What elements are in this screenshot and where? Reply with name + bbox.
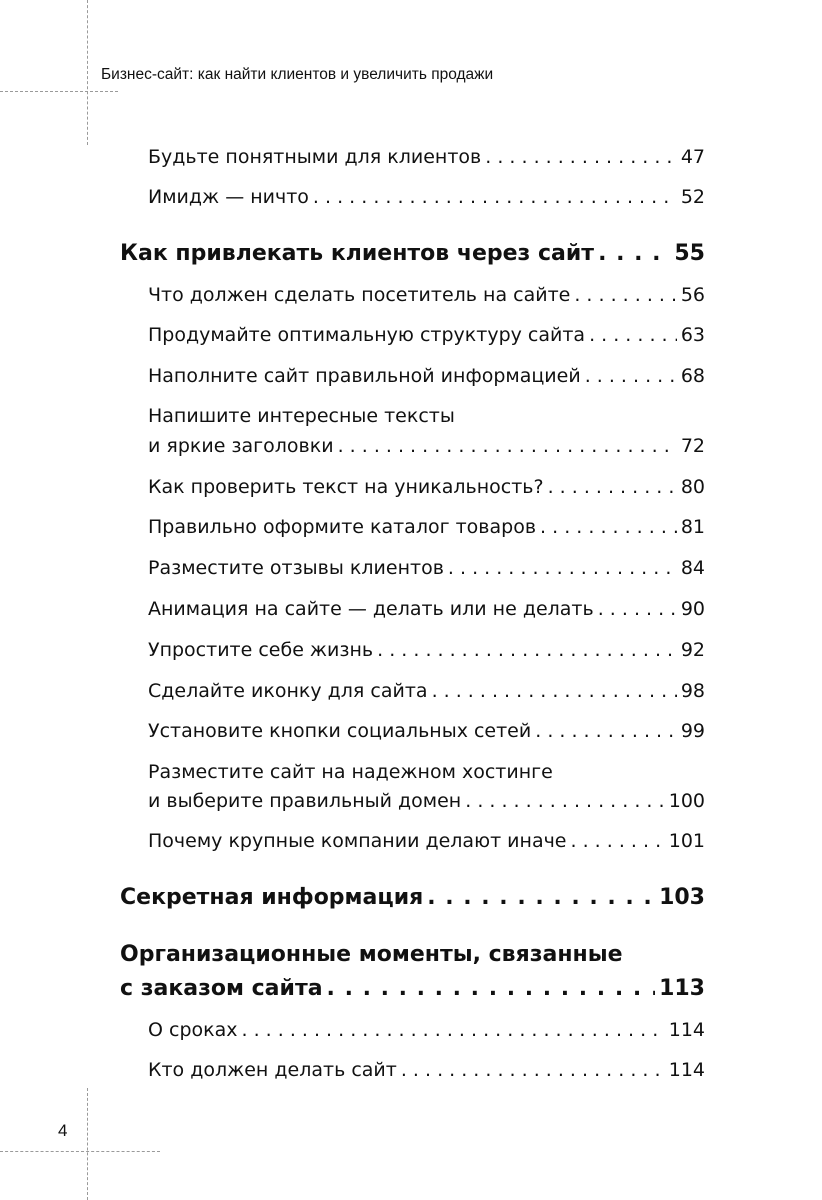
toc-section-page: 55 — [674, 241, 705, 266]
dot-leader — [427, 885, 655, 910]
toc-entry[interactable] — [148, 790, 705, 812]
toc-entry-page: 68 — [680, 365, 705, 387]
toc-entry-page: 92 — [680, 639, 705, 661]
toc-entry-page: 84 — [680, 557, 705, 579]
toc-entry-page: 72 — [680, 435, 705, 457]
toc-entry-page: 63 — [680, 324, 705, 346]
toc-section-title: Как привлекать клиентов через сайт — [120, 241, 595, 266]
toc-entry-title: Будьте понятными для клиентов — [148, 146, 482, 168]
dot-leader — [548, 476, 677, 498]
dot-leader — [338, 435, 677, 457]
crop-mark-bottom-horizontal — [0, 1151, 160, 1152]
dot-leader — [401, 1059, 665, 1081]
toc-entry[interactable] — [148, 186, 705, 208]
toc-entry[interactable] — [148, 146, 705, 168]
toc-entry-title: Почему крупные компании делают иначе — [148, 830, 567, 852]
toc-entry-page: 90 — [680, 598, 705, 620]
toc-entry[interactable] — [148, 1019, 705, 1041]
toc-entry-page: 98 — [680, 680, 705, 702]
toc-entry-title: Кто должен делать сайт — [148, 1059, 397, 1081]
toc-entry-page: 56 — [680, 284, 705, 306]
toc-entry-title: Что должен сделать посетитель на сайте — [148, 284, 571, 306]
dot-leader — [585, 365, 677, 387]
dot-leader — [377, 639, 677, 661]
toc-entry[interactable] — [148, 476, 705, 498]
toc-entry[interactable] — [148, 365, 705, 387]
dot-leader — [432, 680, 677, 702]
toc-entry-page: 80 — [680, 476, 705, 498]
toc-entry-title: Разместите отзывы клиентов — [148, 557, 444, 579]
dot-leader — [571, 830, 665, 852]
toc-entry[interactable] — [148, 516, 705, 538]
toc-entry-title: Наполните сайт правильной информацией — [148, 365, 581, 387]
toc-entry-title: Продумайте оптимальную структуру сайта — [148, 324, 586, 346]
toc-entry-title: и выберите правильный домен — [148, 790, 462, 812]
toc-entry-title: Анимация на сайте — делать или не делать — [148, 598, 594, 620]
toc-entry-page: 52 — [680, 186, 705, 208]
toc-entry-title: Имидж — ничто — [148, 186, 309, 208]
crop-mark-top-horizontal — [0, 91, 118, 92]
toc-section[interactable] — [120, 976, 705, 1001]
dot-leader — [242, 1019, 665, 1041]
page-number: 4 — [58, 1121, 68, 1140]
toc-entry-page: 81 — [680, 516, 705, 538]
toc-entry-title-line1: Разместите сайт на надежном хостинге — [148, 761, 553, 783]
toc-entry[interactable] — [148, 830, 705, 852]
toc-entry-page: 100 — [668, 790, 705, 812]
toc-entry-title: Упростите себе жизнь — [148, 639, 374, 661]
toc-entry-title: Установите кнопки социальных сетей — [148, 720, 532, 742]
crop-mark-top-vertical — [87, 0, 88, 145]
toc-entry-title: Правильно оформите каталог товаров — [148, 516, 537, 538]
dot-leader — [574, 284, 676, 306]
toc-section-title-line1: Организационные моменты, связанные — [120, 942, 623, 967]
toc-entry[interactable] — [148, 435, 705, 457]
toc-section-page: 113 — [659, 976, 705, 1001]
toc-entry-title-line1: Напишите интересные тексты — [148, 405, 455, 427]
toc-entry[interactable] — [148, 1059, 705, 1081]
dot-leader — [598, 598, 677, 620]
toc-section-page: 103 — [659, 885, 705, 910]
toc-entry-title: Как проверить текст на уникальность? — [148, 476, 544, 498]
toc-section[interactable] — [120, 241, 705, 266]
toc-entry[interactable] — [148, 284, 705, 306]
toc-entry[interactable] — [148, 639, 705, 661]
toc-entry-page: 47 — [680, 146, 705, 168]
toc-entry-page: 114 — [668, 1019, 705, 1041]
toc-entry[interactable] — [148, 720, 705, 742]
toc-entry-page: 114 — [668, 1059, 705, 1081]
toc-section[interactable] — [120, 885, 705, 910]
dot-leader — [598, 241, 670, 266]
dot-leader — [327, 976, 656, 1001]
toc-entry-page: 99 — [680, 720, 705, 742]
dot-leader — [448, 557, 677, 579]
toc-entry[interactable] — [148, 557, 705, 579]
dot-leader — [589, 324, 677, 346]
dot-leader — [465, 790, 665, 812]
toc-entry-title: О сроках — [148, 1019, 238, 1041]
toc-entry[interactable] — [148, 324, 705, 346]
toc-entry[interactable] — [148, 680, 705, 702]
toc-section-title: Секретная информация — [120, 885, 424, 910]
dot-leader — [540, 516, 677, 538]
crop-mark-bottom-vertical — [87, 1088, 88, 1200]
dot-leader — [313, 186, 677, 208]
toc-entry-page: 101 — [668, 830, 705, 852]
running-head: Бизнес-сайт: как найти клиентов и увеличить продажи — [101, 66, 494, 83]
dot-leader — [535, 720, 677, 742]
toc-entry-title: Сделайте иконку для сайта — [148, 680, 428, 702]
toc-entry-title: и яркие заголовки — [148, 435, 334, 457]
toc-section-title: с заказом сайта — [120, 976, 323, 1001]
toc-entry[interactable] — [148, 598, 705, 620]
dot-leader — [485, 146, 677, 168]
